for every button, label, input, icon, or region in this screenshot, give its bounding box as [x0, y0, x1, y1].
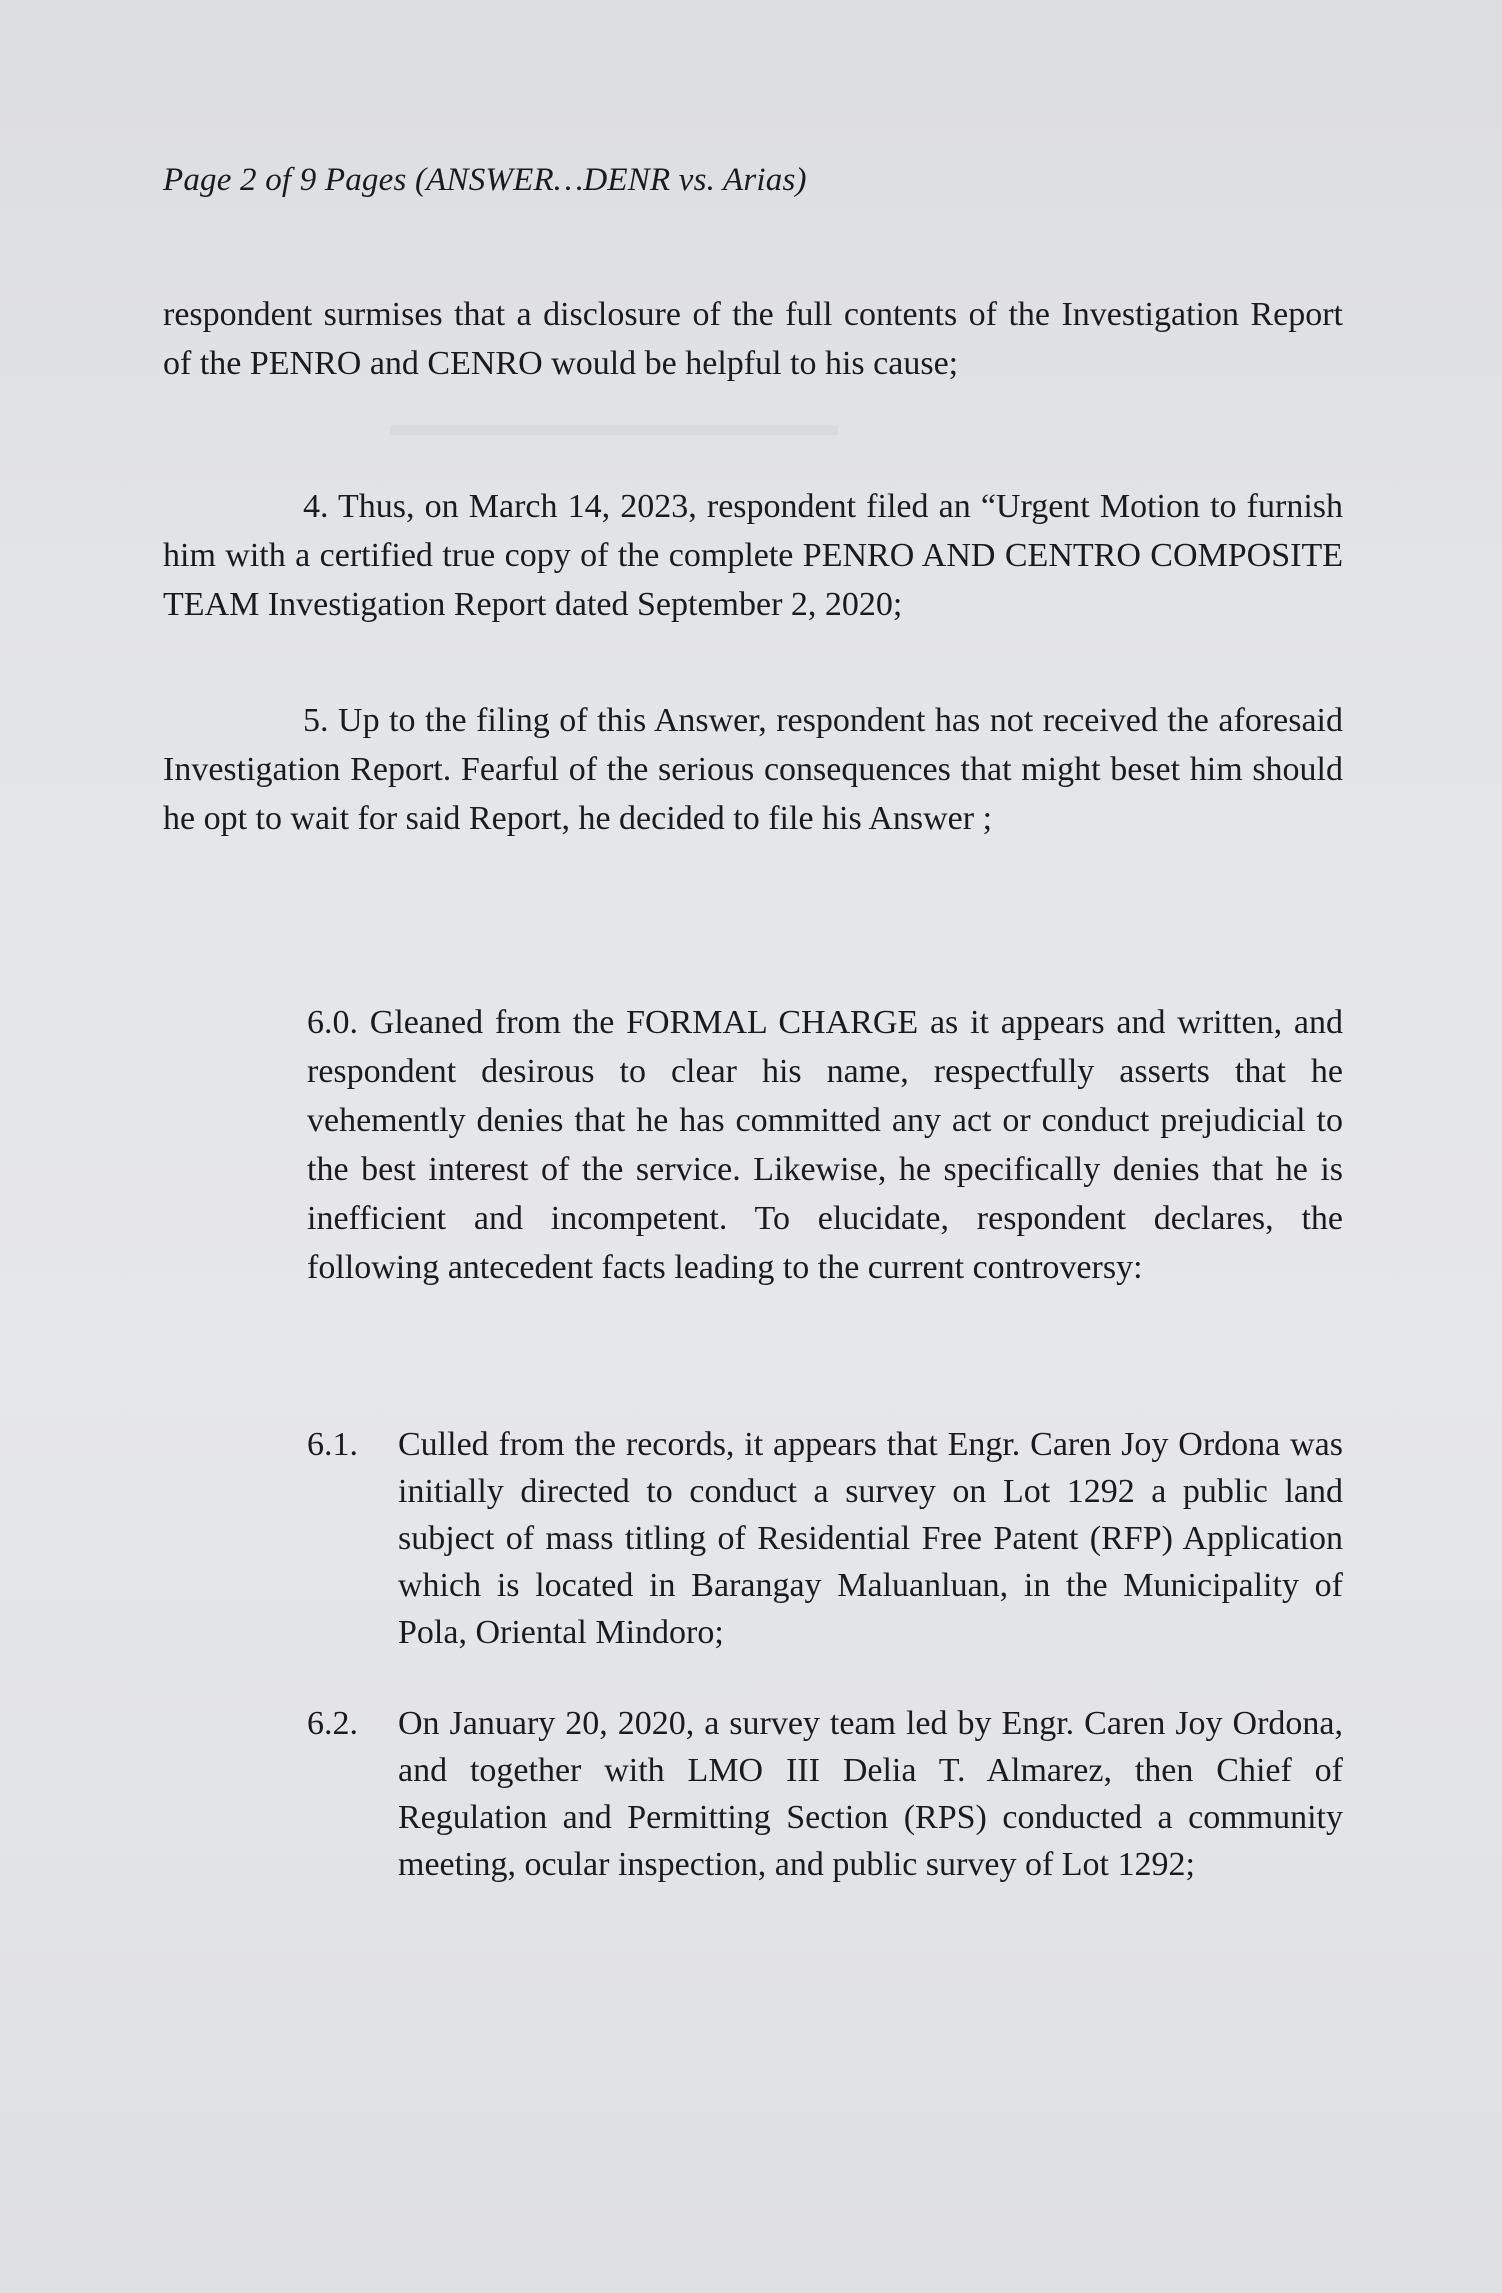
show-through-texture: ▬▬▬▬▬▬▬▬▬▬▬▬▬▬: [390, 406, 838, 442]
list-item-6-2: [307, 1700, 1343, 1888]
item-number: 6.1.: [307, 1426, 358, 1463]
paragraph-5: 5. Up to the filing of this Answer, respondent has not received the aforesaid Investigation Report. Fearful of the serious consequences that might beset him should he opt to wait for said Report, he decided to file his Answer ;: [163, 702, 1343, 837]
page-header: Page 2 of 9 Pages (ANSWER…DENR vs. Arias): [163, 162, 807, 198]
item-text: Culled from the records, it appears that Engr. Caren Joy Ordona was initially directed to conduct a survey on Lot 1292 a public land subject of mass titling of Residential Free Patent (RFP) Application which is located in Barangay Maluanluan, in the Municipality of Pola, Oriental Mindoro;: [398, 1426, 1343, 1651]
list-item-6-1: [307, 1421, 1343, 1656]
paragraph-4: 4. Thus, on March 14, 2023, respondent filed an “Urgent Motion to furnish him with a certified true copy of the complete PENRO AND CENTRO COMPOSITE TEAM Investigation Report dated September 2, 2020;: [163, 488, 1343, 623]
item-text: On January 20, 2020, a survey team led by Engr. Caren Joy Ordona, and together with LMO III Delia T. Almarez, then Chief of Regulation and Permitting Section (RPS) conducted a community meeting, ocular inspection, and public survey of Lot 1292;: [398, 1705, 1343, 1883]
paragraph-continuation: respondent surmises that a disclosure of the full contents of the Investigation Report of the PENRO and CENRO would be helpful to his cause;: [163, 296, 1343, 382]
paragraph-6-0: 6.0. Gleaned from the FORMAL CHARGE as it appears and written, and respondent desirous to clear his name, respectfully asserts that he vehemently denies that he has committed any act or conduct prejudicial to the best interest of the service. Likewise, he specifically denies that he is inefficient and incompetent. To elucidate, respondent declares, the following antecedent facts leading to the current controversy:: [307, 1004, 1343, 1286]
item-number: 6.2.: [307, 1705, 358, 1742]
